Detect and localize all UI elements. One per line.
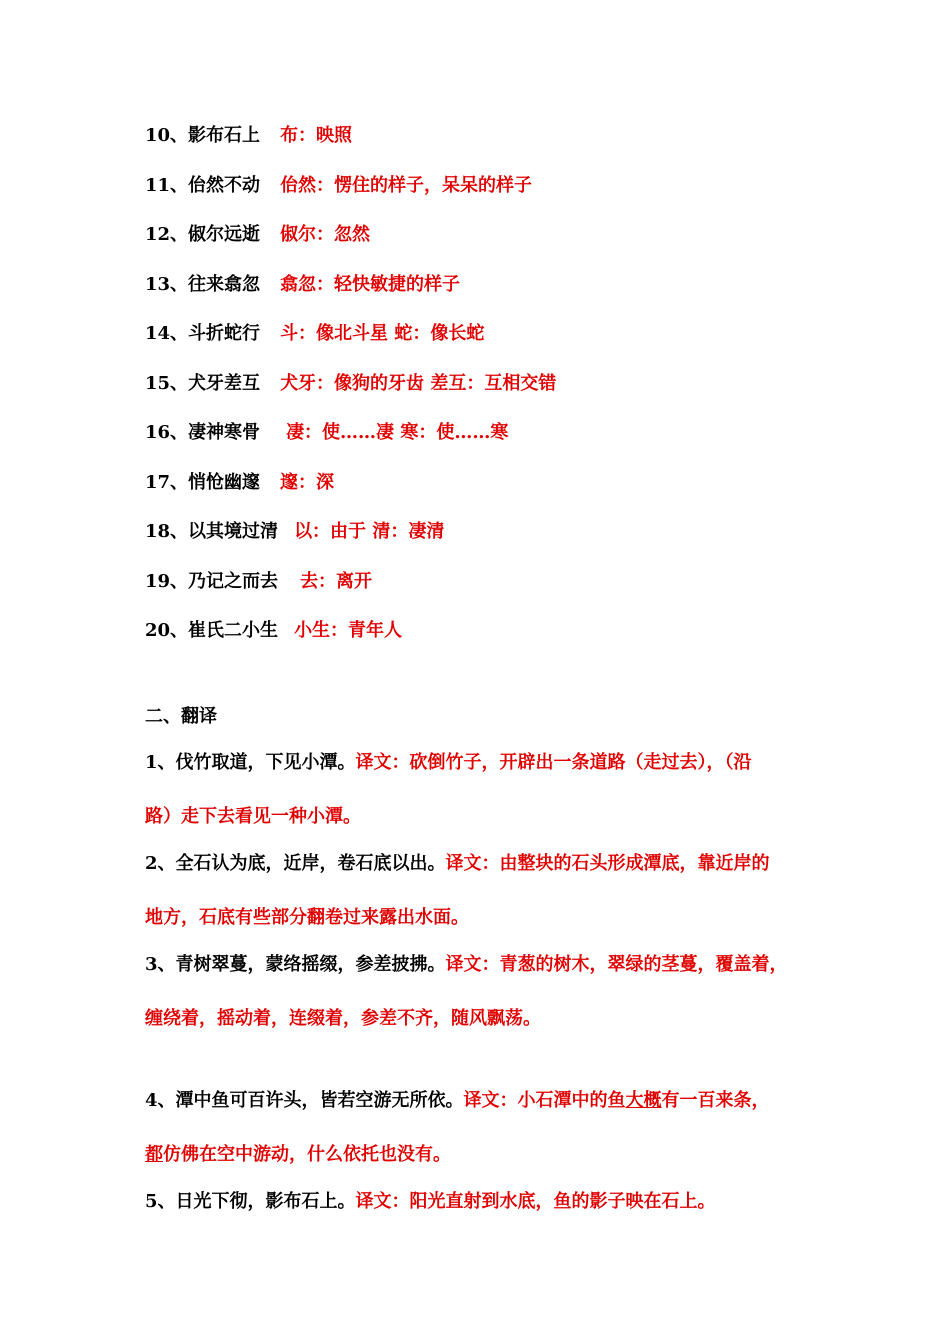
vocab-line-15 [145,372,556,396]
vocab-term: 20、崔氏二小生 [145,620,279,641]
vocab-term: 18、以其境过清 [145,521,279,542]
vocab-term: 13、往来翕忽 [145,274,261,295]
vocab-term: 12、俶尔远逝 [145,224,261,245]
translation-3-line-1 [145,953,788,977]
vocab-line-10 [145,124,352,148]
vocab-definition: 去：离开 [300,571,373,592]
vocab-definition: 佁然：愣住的样子，呆呆的样子 [280,175,533,196]
translation-source: 5、日光下彻，影布石上。 [145,1191,356,1212]
translation-text: 译文：阳光直射到水底，鱼的影子映在石上。 [355,1191,716,1212]
vocab-term: 10、影布石上 [145,125,261,146]
translation-text: 译文：青葱的树木，翠绿的茎蔓，覆盖着， [445,954,788,975]
vocab-definition: 布：映照 [280,125,353,146]
translation-underlined-word: 大概 [625,1090,662,1111]
section-heading-translation: 二、翻译 [145,706,217,727]
vocab-definition: 小生：青年人 [294,620,403,641]
vocab-line-12 [145,223,370,247]
vocab-term: 19、乃记之而去 [145,571,279,592]
vocab-definition: 斗：像北斗星 蛇：像长蛇 [280,323,485,344]
vocab-definition: 邃：深 [280,472,335,493]
translation-1-line-2: 路）走下去看见一种小潭。 [145,806,361,827]
vocab-term: 16、凄神寒骨 [145,422,261,443]
translation-2-line-2: 地方，石底有些部分翻卷过来露出水面。 [145,907,469,928]
translation-source: 4、潭中鱼可百许头，皆若空游无所依。 [145,1090,464,1111]
vocab-definition: 翕忽：轻快敏捷的样子 [280,274,461,295]
vocab-line-16 [145,421,508,445]
vocab-term: 15、犬牙差互 [145,373,261,394]
vocab-line-14 [145,322,484,346]
translation-5-line-1 [145,1190,716,1214]
translation-text: 译文：砍倒竹子，开辟出一条道路（走过去），（沿 [355,752,752,773]
vocab-definition: 俶尔：忽然 [280,224,371,245]
vocab-line-20 [145,619,402,643]
translation-text-end: 有一百来条， [661,1090,770,1111]
translation-4-line-1 [145,1089,770,1113]
translation-text: 译文：由整块的石头形成潭底，靠近岸的 [445,853,770,874]
translation-text: 译文：小石潭中的鱼 [463,1090,626,1111]
translation-source: 1、伐竹取道，下见小潭。 [145,752,356,773]
vocab-definition: 以：由于 清：凄清 [294,521,445,542]
vocab-term: 14、斗折蛇行 [145,323,261,344]
translation-4-line-2 [145,1143,451,1167]
translation-1-line-1 [145,751,752,775]
vocab-term: 17、悄怆幽邃 [145,472,261,493]
vocab-line-17 [145,471,334,495]
vocab-definition: 犬牙：像狗的牙齿 差互：互相交错 [280,373,557,394]
translation-text: 仿佛在空中游动，什么依托也没有。 [163,1144,451,1165]
vocab-line-13 [145,273,460,297]
translation-source: 3、青树翠蔓，蒙络摇缀，参差披拂。 [145,954,446,975]
vocab-line-11 [145,174,532,198]
vocab-term: 11、佁然不动 [145,175,261,196]
vocab-line-19 [145,570,372,594]
vocab-line-18 [145,520,444,544]
translation-underlined-word: 都 [145,1144,163,1165]
translation-3-line-2: 缠绕着，摇动着，连缀着，参差不齐，随风飘荡。 [145,1008,541,1029]
vocab-definition: 凄：使……凄 寒：使……寒 [286,422,509,443]
translation-source: 2、全石认为底，近岸，卷石底以出。 [145,853,446,874]
translation-2-line-1 [145,852,770,876]
